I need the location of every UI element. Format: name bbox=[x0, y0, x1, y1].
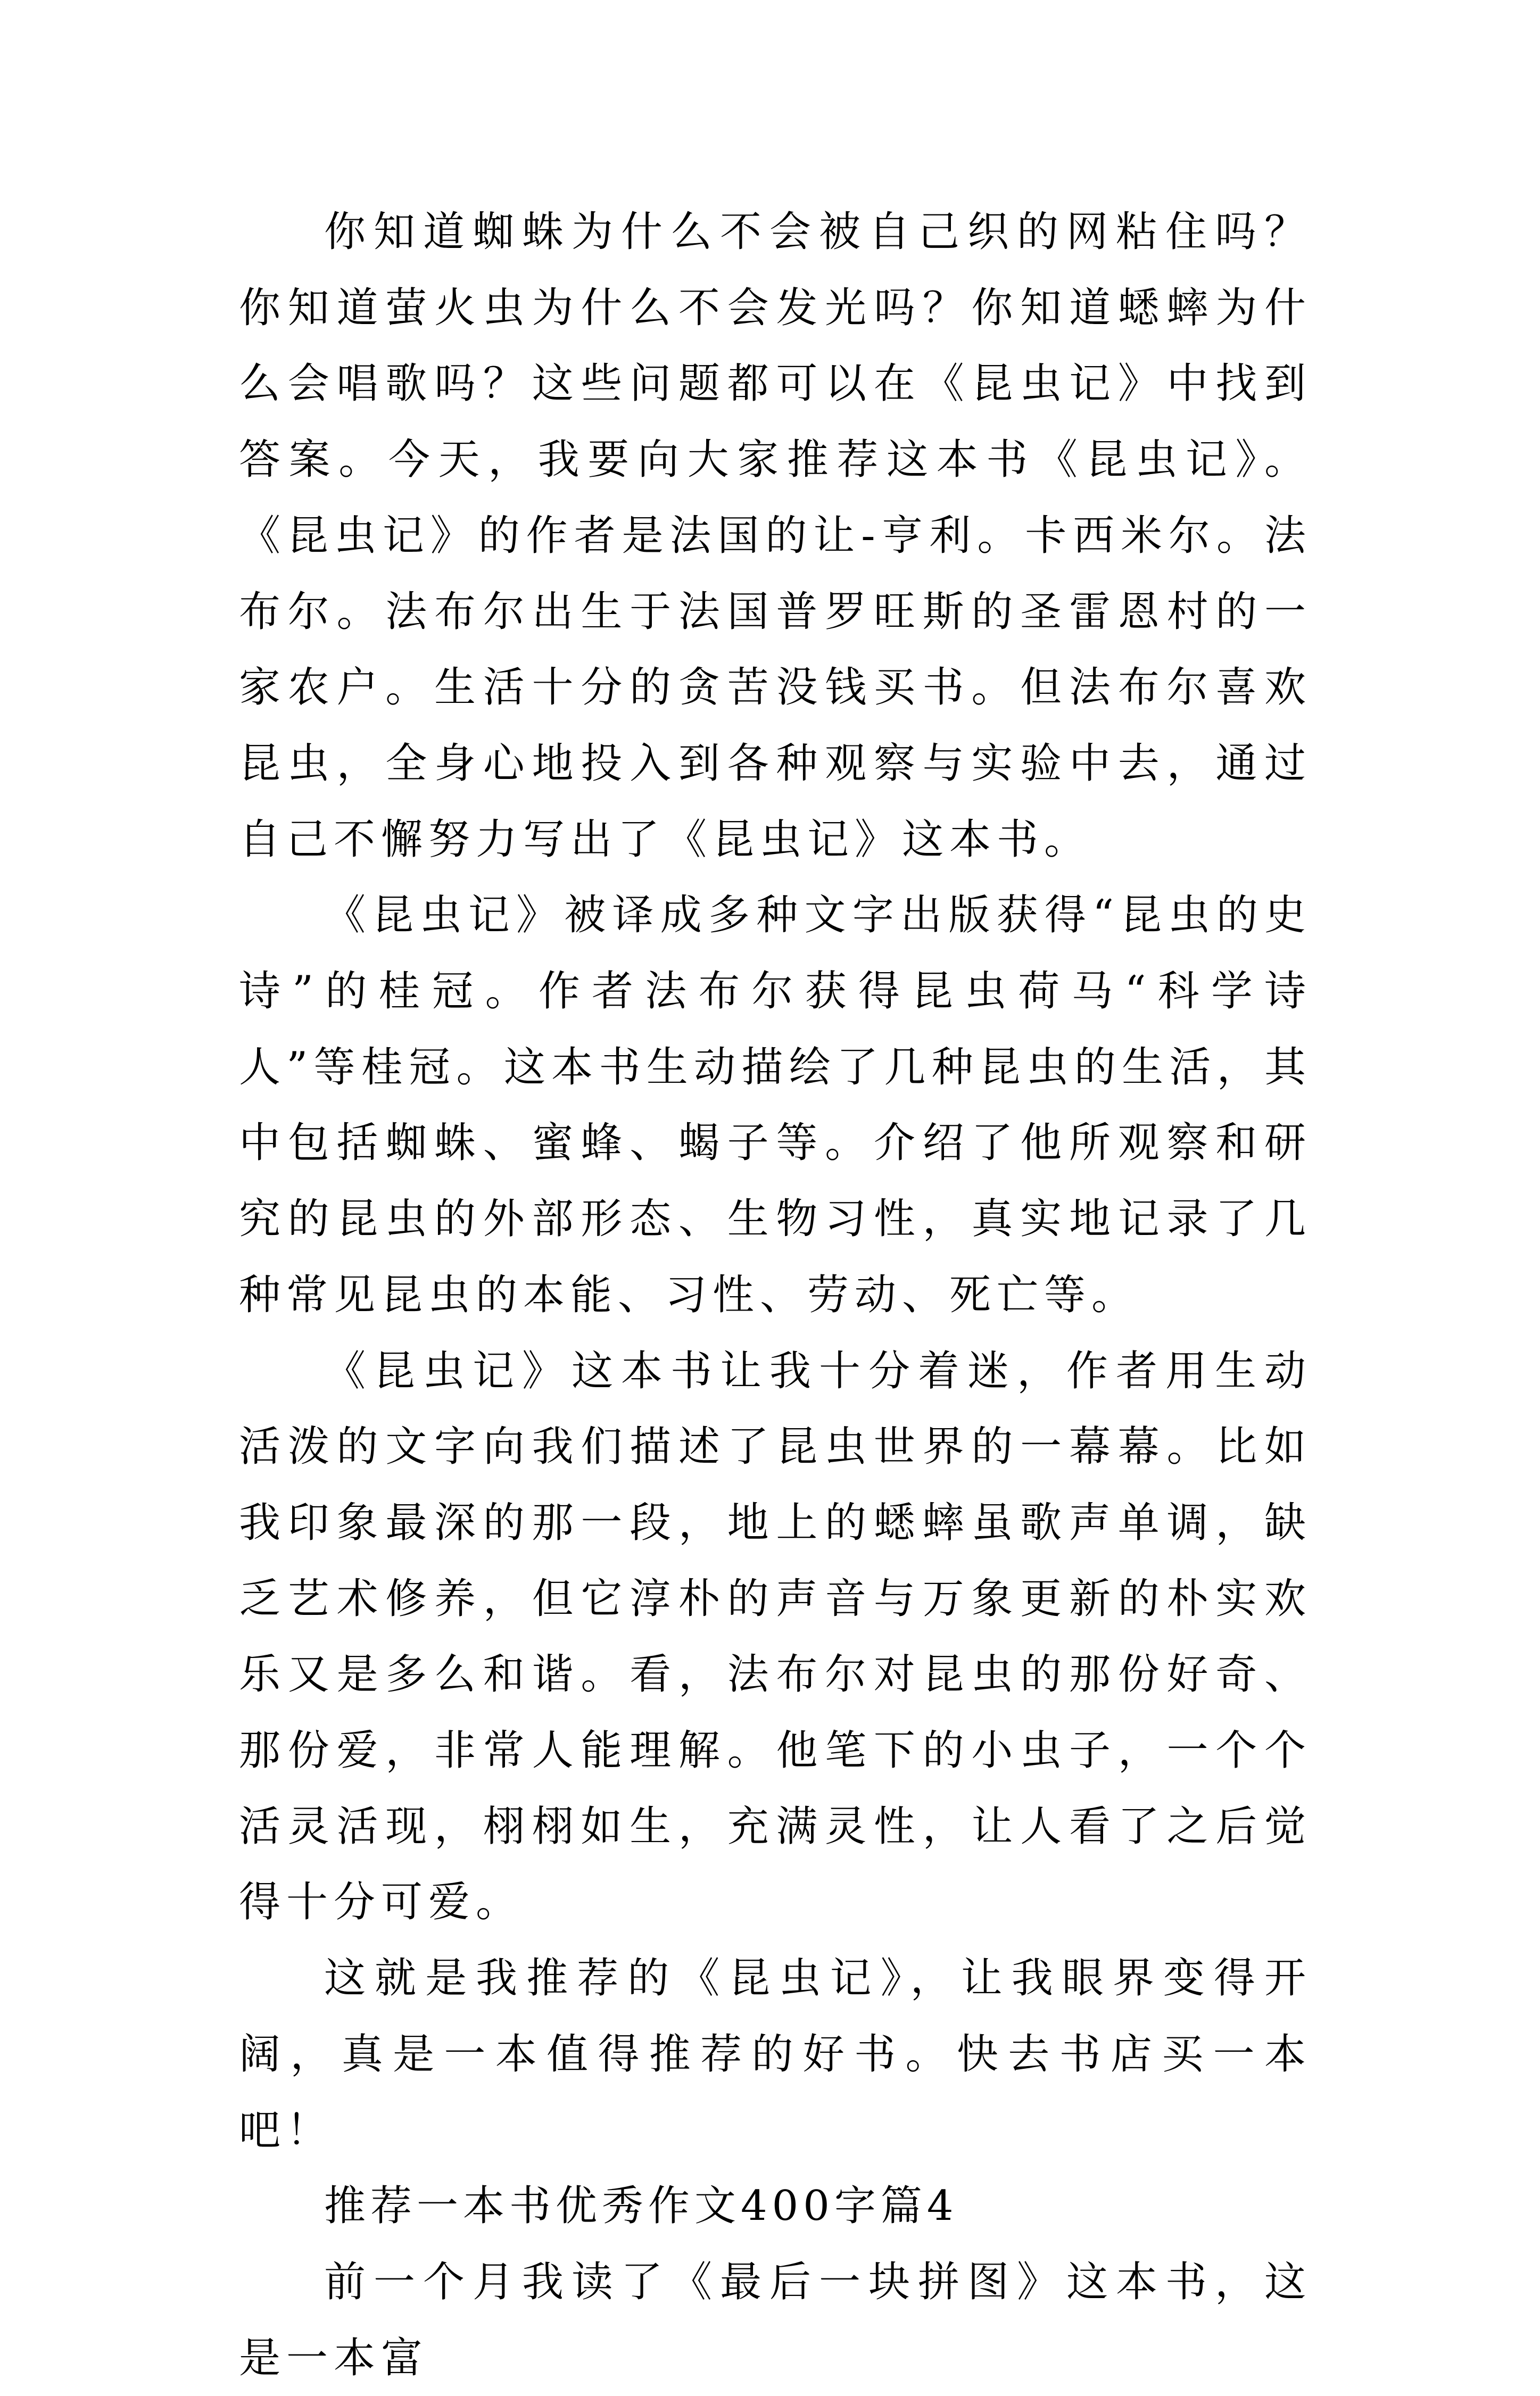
paragraph-conclusion: 这就是我推荐的《昆虫记》，让我眼界变得开阔，真是一本值得推荐的好书。快去书店买一本吧！ bbox=[239, 1954, 1312, 2154]
section-heading: 推荐一本书优秀作文400字篇4 bbox=[324, 2182, 958, 2231]
paragraph-impression: 《昆虫记》这本书让我十分着迷，作者用生动活泼的文字向我们描述了昆虫世界的一幕幕。比如我印象最深的那一段，地上的蟋蟀虽歌声单调，缺乏艺术修养，但它淳朴的声音与万象更新的朴实欢乐又是多么和谐。看，法布尔对昆虫的那份好奇、那份爱，非常人能理解。他笔下的小虫子，一个个活灵活现，栩栩如生，充满灵性，让人看了之后觉得十分可爱。 bbox=[239, 1347, 1312, 1927]
document-body bbox=[239, 194, 1312, 2396]
paragraph-intro: 你知道蜘蛛为什么不会被自己织的网粘住吗？你知道萤火虫为什么不会发光吗？你知道蟋蟀为什么会唱歌吗？这些问题都可以在《昆虫记》中找到答案。今天，我要向大家推荐这本书《昆虫记》。《昆虫记》的作者是法国的让-亨利。卡西米尔。法布尔。法布尔出生于法国普罗旺斯的圣雷恩村的一家农户。生活十分的贪苦没钱买书。但法布尔喜欢昆虫，全身心地投入到各种观察与实验中去，通过自己不懈努力写出了《昆虫记》这本书。 bbox=[239, 208, 1312, 864]
paragraph-next-essay: 前一个月我读了《最后一块拼图》这本书，这是一本富 bbox=[239, 2258, 1312, 2382]
paragraph-about-book: 《昆虫记》被译成多种文字出版获得“昆虫的史诗”的桂冠。作者法布尔获得昆虫荷马“科学诗人”等桂冠。这本书生动描绘了几种昆虫的生活，其中包括蜘蛛、蜜蜂、蝎子等。介绍了他所观察和研究的昆虫的外部形态、生物习性，真实地记录了几种常见昆虫的本能、习性、劳动、死亡等。 bbox=[239, 891, 1312, 1319]
